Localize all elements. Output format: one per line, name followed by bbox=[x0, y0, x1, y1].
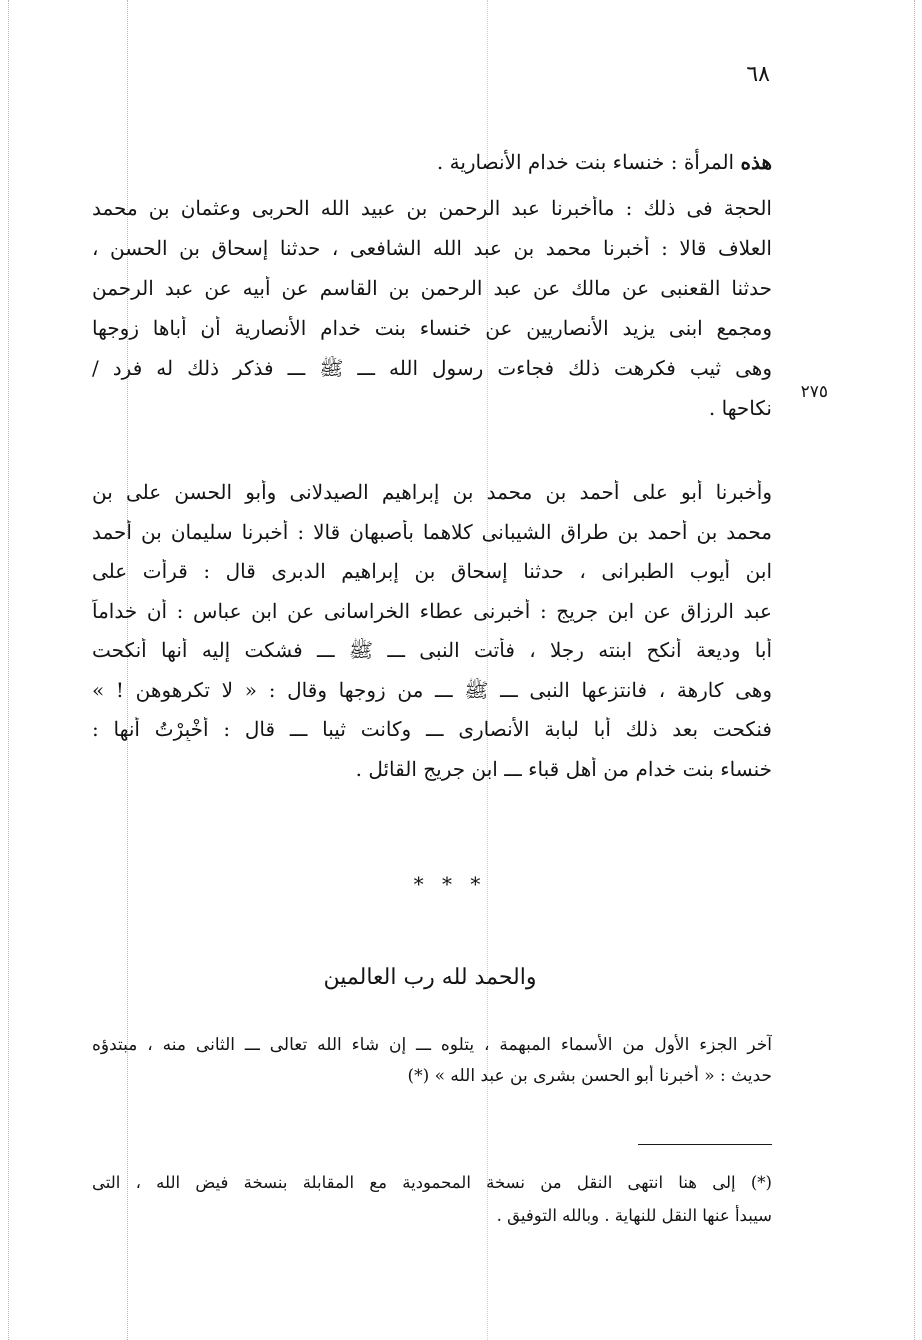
text-line: وهى كارهة ، فانتزعها النبى ـــ ﷺ ـــ من زوجها وقال : « لا تكرهوهن ! » bbox=[92, 677, 772, 702]
section-heading bbox=[92, 150, 772, 174]
margin-folio-number: ٢٧٥ bbox=[800, 382, 828, 402]
footnote-separator bbox=[638, 1144, 772, 1145]
text-line: نكاحها . bbox=[708, 396, 772, 420]
text-line: فنكحت بعد ذلك أبا لبابة الأنصارى ـــ وكانت ثيبا ـــ قال : أُخْبِرْتُ أنها : bbox=[92, 717, 772, 741]
footnote bbox=[92, 1172, 772, 1238]
text-line: وهى ثيب فكرهت ذلك فجاءت رسول الله ـــ ﷺ ـــ فذكر ذلك له فرد / bbox=[92, 356, 772, 380]
heading-text: المرأة : خنساء بنت خدام الأنصارية . bbox=[436, 150, 741, 174]
closing-phrase: والحمد لله رب العالمين bbox=[323, 965, 537, 990]
colophon bbox=[92, 1034, 772, 1096]
footnote-line: سيبدأ عنها النقل للنهاية . وبالله التوفيق . bbox=[496, 1206, 772, 1225]
text-line: ومجمع ابنى يزيد الأنصاريين عن خنساء بنت خدام الأنصارية أن أباها زوجها bbox=[92, 316, 772, 340]
colophon-line: آخر الجزء الأول من الأسماء المبهمة ، يتلوه ـــ إن شاء الله تعالى ـــ الثانى منه ، مبتدؤه bbox=[92, 1035, 772, 1055]
heading-bold-word: هذه bbox=[740, 150, 772, 174]
text-line: عبد الرزاق عن ابن جريج : أخبرنى عطاء الخراسانى عن ابن عباس : أن خداماً bbox=[92, 598, 772, 623]
page-number: ٦٨ bbox=[746, 62, 770, 87]
text-line: حدثنا القعنبى عن مالك عن عبد الرحمن بن القاسم عن أبيه عن عبد الرحمن bbox=[92, 276, 772, 300]
text-line: ابن أيوب الطبرانى ، حدثنا إسحاق بن إبراهيم الدبرى قال : قرأت على bbox=[92, 559, 772, 583]
text-line: أبا وديعة أنكح ابنته رجلا ، فأتت النبى ـــ ﷺ ـــ فشكت إليه أنها أنكحت bbox=[92, 638, 772, 662]
scan-guide-line bbox=[914, 0, 915, 1340]
text-line: العلاف قالا : أخبرنا محمد بن عبد الله الشافعى ، حدثنا إسحاق بن الحسن ، bbox=[92, 236, 772, 260]
text-line: الحجة فى ذلك : ماأخبرنا عبد الرحمن بن عبيد الله الحربى وعثمان بن محمد bbox=[92, 196, 772, 220]
paragraph-2 bbox=[92, 480, 772, 796]
text-line: محمد بن أحمد بن طراق الشيبانى كلاهما بأصبهان قالا : أخبرنا سليمان بن أحمد bbox=[92, 519, 772, 544]
colophon-line: حديث : « أخبرنا أبو الحسن بشرى بن عبد الله » (*) bbox=[407, 1066, 772, 1086]
footnote-line: (*) إلى هنا انتهى النقل من نسخة المحمودية مع المقابلة بنسخة فيض الله ، التى bbox=[92, 1173, 772, 1192]
paragraph-1 bbox=[92, 196, 772, 436]
scan-guide-line bbox=[8, 0, 9, 1340]
text-line: خنساء بنت خدام من أهل قباء ـــ ابن جريج القائل . bbox=[355, 756, 772, 781]
section-divider-stars: * * * bbox=[413, 872, 487, 896]
text-line: وأخبرنا أبو على أحمد بن محمد بن إبراهيم الصيدلانى وأبو الحسن على بن bbox=[92, 480, 772, 504]
